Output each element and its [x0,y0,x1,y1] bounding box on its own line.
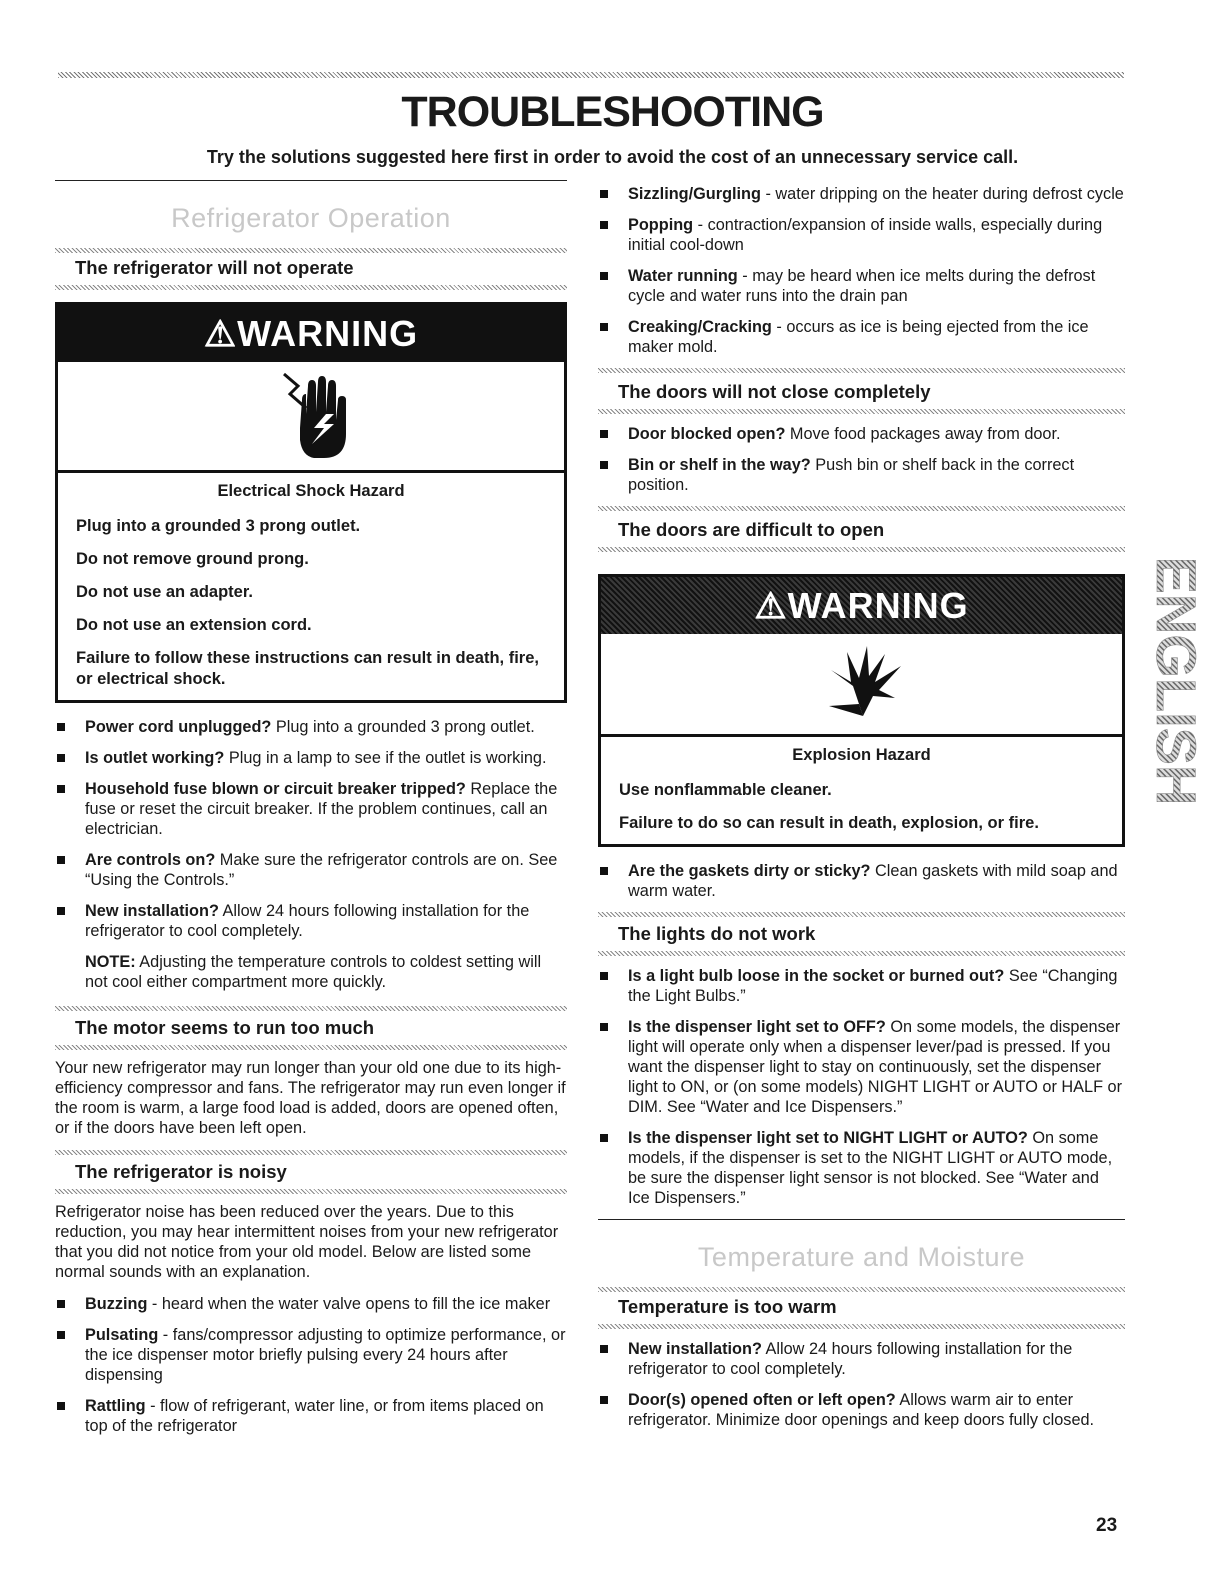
bullet-square-icon [57,754,65,762]
bullet-square-icon [57,785,65,793]
list-item: Pulsating - fans/compressor adjusting to optimize performance, or the ice dispenser motor briefly pulsing every 24 hours after dispensing [55,1325,567,1385]
bullet-square-icon [600,221,608,229]
bullet-list-noises [55,1294,567,1436]
warning-line: Failure to do so can result in death, explosion, or fire. [619,814,1039,832]
list-item: Power cord unplugged? Plug into a grounded 3 prong outlet. [55,717,567,737]
bullet-square-icon [57,856,65,864]
warning-line: Plug into a grounded 3 prong outlet. [76,517,361,535]
warning-body [601,737,1122,844]
warning-box-electrical [55,302,567,703]
list-item: Household fuse blown or circuit breaker tripped? Replace the fuse or reset the circuit breaker. If the problem continues, call an electrician. [55,779,567,839]
list-item: Water running - may be heard when ice melts during the defrost cycle and water runs into the drain pan [598,266,1125,306]
divider [598,409,1125,414]
bullet-square-icon [600,430,608,438]
top-hatched-band [58,72,1124,78]
hazard-name: Explosion Hazard [792,746,931,764]
warning-line: Failure to follow these instructions can result in death, fire, or electrical shock. [76,649,539,688]
heading-doors-open: The doors are difficult to open [618,519,885,540]
warning-line: Use nonflammable cleaner. [619,781,832,799]
bullet-list-doors-open [598,861,1125,901]
list-item: New installation? Allow 24 hours following installation for the refrigerator to cool completely. [598,1339,1125,1379]
heading-motor: The motor seems to run too much [75,1017,375,1038]
list-item: Are the gaskets dirty or sticky? Clean gaskets with mild soap and warm water. [598,861,1125,901]
left-column [55,180,567,1447]
divider [598,1324,1125,1329]
list-item: New installation? Allow 24 hours following installation for the refrigerator to cool completely. [55,901,567,941]
page-title: TROUBLESHOOTING [401,88,824,136]
heading-noisy: The refrigerator is noisy [75,1161,287,1182]
bullet-square-icon [600,867,608,875]
bullet-list-too-warm [598,1339,1125,1430]
list-item: Is the dispenser light set to OFF? On some models, the dispenser light will operate only when a dispenser lever/pad is pressed. If you want the dispenser light to stay on continuously, set the dispenser light to ON, or (on some models) NIGHT LIGHT or AUTO or HALF or DIM. See “Water and Ice Dispensers.” [598,1017,1125,1117]
bullet-square-icon [57,723,65,731]
bullet-square-icon [57,1331,65,1339]
list-item: Door blocked open? Move food packages away from door. [598,424,1125,444]
warning-body [58,473,564,700]
bullet-list-lights [598,966,1125,1208]
heading-not-operate: The refrigerator will not operate [75,257,354,278]
bullet-list-doors-close [598,424,1125,495]
electrical-shock-hand-icon [280,370,352,462]
bullet-square-icon [600,272,608,280]
right-column [598,184,1125,1441]
list-item: Door(s) opened often or left open? Allows warm air to enter refrigerator. Minimize door openings and keep doors fully closed. [598,1390,1125,1430]
warning-header [58,305,564,362]
side-tab-english [1145,556,1208,806]
bullet-square-icon [600,461,608,469]
warning-title: WARNING [787,585,969,626]
bullet-square-icon [600,323,608,331]
heading-doors-close: The doors will not close completely [618,381,931,402]
divider [598,951,1125,956]
list-item: Buzzing - heard when the water valve opens to fill the ice maker [55,1294,567,1314]
divider [55,1045,567,1050]
list-item: Is outlet working? Plug in a lamp to see if the outlet is working. [55,748,567,768]
warning-box-explosion [598,574,1125,847]
bullet-square-icon [57,907,65,915]
list-item: Rattling - flow of refrigerant, water line, or from items placed on top of the refrigerator [55,1396,567,1436]
list-item: Is a light bulb loose in the socket or burned out? See “Changing the Light Bulbs.” [598,966,1125,1006]
warning-line: Do not use an adapter. [76,583,253,601]
warning-line: Do not use an extension cord. [76,616,312,634]
divider [55,1189,567,1194]
warning-line: Do not remove ground prong. [76,550,309,568]
warning-title: WARNING [237,313,419,354]
list-item: Bin or shelf in the way? Push bin or shelf back in the correct position. [598,455,1125,495]
bullet-square-icon [57,1300,65,1308]
warning-icon-area [601,634,1122,737]
list-item: Sizzling/Gurgling - water dripping on the heater during defrost cycle [598,184,1125,204]
list-item: Are controls on? Make sure the refrigerator controls are on. See “Using the Controls.” [55,850,567,890]
bullet-square-icon [600,972,608,980]
list-item: Creaking/Cracking - occurs as ice is being ejected from the ice maker mold. [598,317,1125,357]
divider [55,285,567,290]
heading-lights: The lights do not work [618,923,816,944]
warning-icon-area [58,362,564,473]
warning-header [601,577,1122,634]
list-item: Is the dispenser light set to NIGHT LIGHT or AUTO? On some models, if the dispenser is set to the NIGHT LIGHT or AUTO mode, be sure the dispenser light sensor is not blocked. See “Water and Ice Dispensers.” [598,1128,1125,1208]
paragraph-noisy: Refrigerator noise has been reduced over the years. Due to this reduction, you may hear intermittent noises from your new refrigerator that you did not notice from your old model. Below are listed some normal sounds with an explanation. [55,1203,559,1281]
bullet-list-noises-continued [598,184,1125,357]
hazard-name: Electrical Shock Hazard [217,482,405,500]
bullet-square-icon [600,1345,608,1353]
bullet-square-icon [57,1402,65,1410]
explosion-icon [823,646,903,716]
bullet-square-icon [600,1396,608,1404]
divider [598,547,1125,552]
section-title-temperature-moisture: Temperature and Moisture [697,1242,1026,1272]
side-tab-label: ENGLISH [1145,556,1208,806]
warning-triangle-icon: ⚠ [203,313,238,354]
warning-triangle-icon: ⚠ [754,585,788,626]
bullet-square-icon [600,1134,608,1142]
bullet-square-icon [600,190,608,198]
bullet-list-not-operate [55,717,567,941]
page-number: 23 [1096,1515,1118,1536]
list-item: Popping - contraction/expansion of inside walls, especially during initial cool-down [598,215,1125,255]
bullet-square-icon [600,1023,608,1031]
page-subtitle: Try the solutions suggested here first in order to avoid the cost of an unnecessary service call. [206,147,1019,167]
paragraph-motor: Your new refrigerator may run longer than your old one due to its high-efficiency compressor and fans. The refrigerator may run even longer if the room is warm, a large food load is added, doors are opened often, or if the doors have been left open. [55,1059,566,1137]
section-title-refrigerator-operation: Refrigerator Operation [171,203,451,233]
heading-too-warm: Temperature is too warm [618,1296,837,1317]
note: NOTE: Adjusting the temperature controls to coldest setting will not cool either compartment more quickly. [85,953,542,991]
